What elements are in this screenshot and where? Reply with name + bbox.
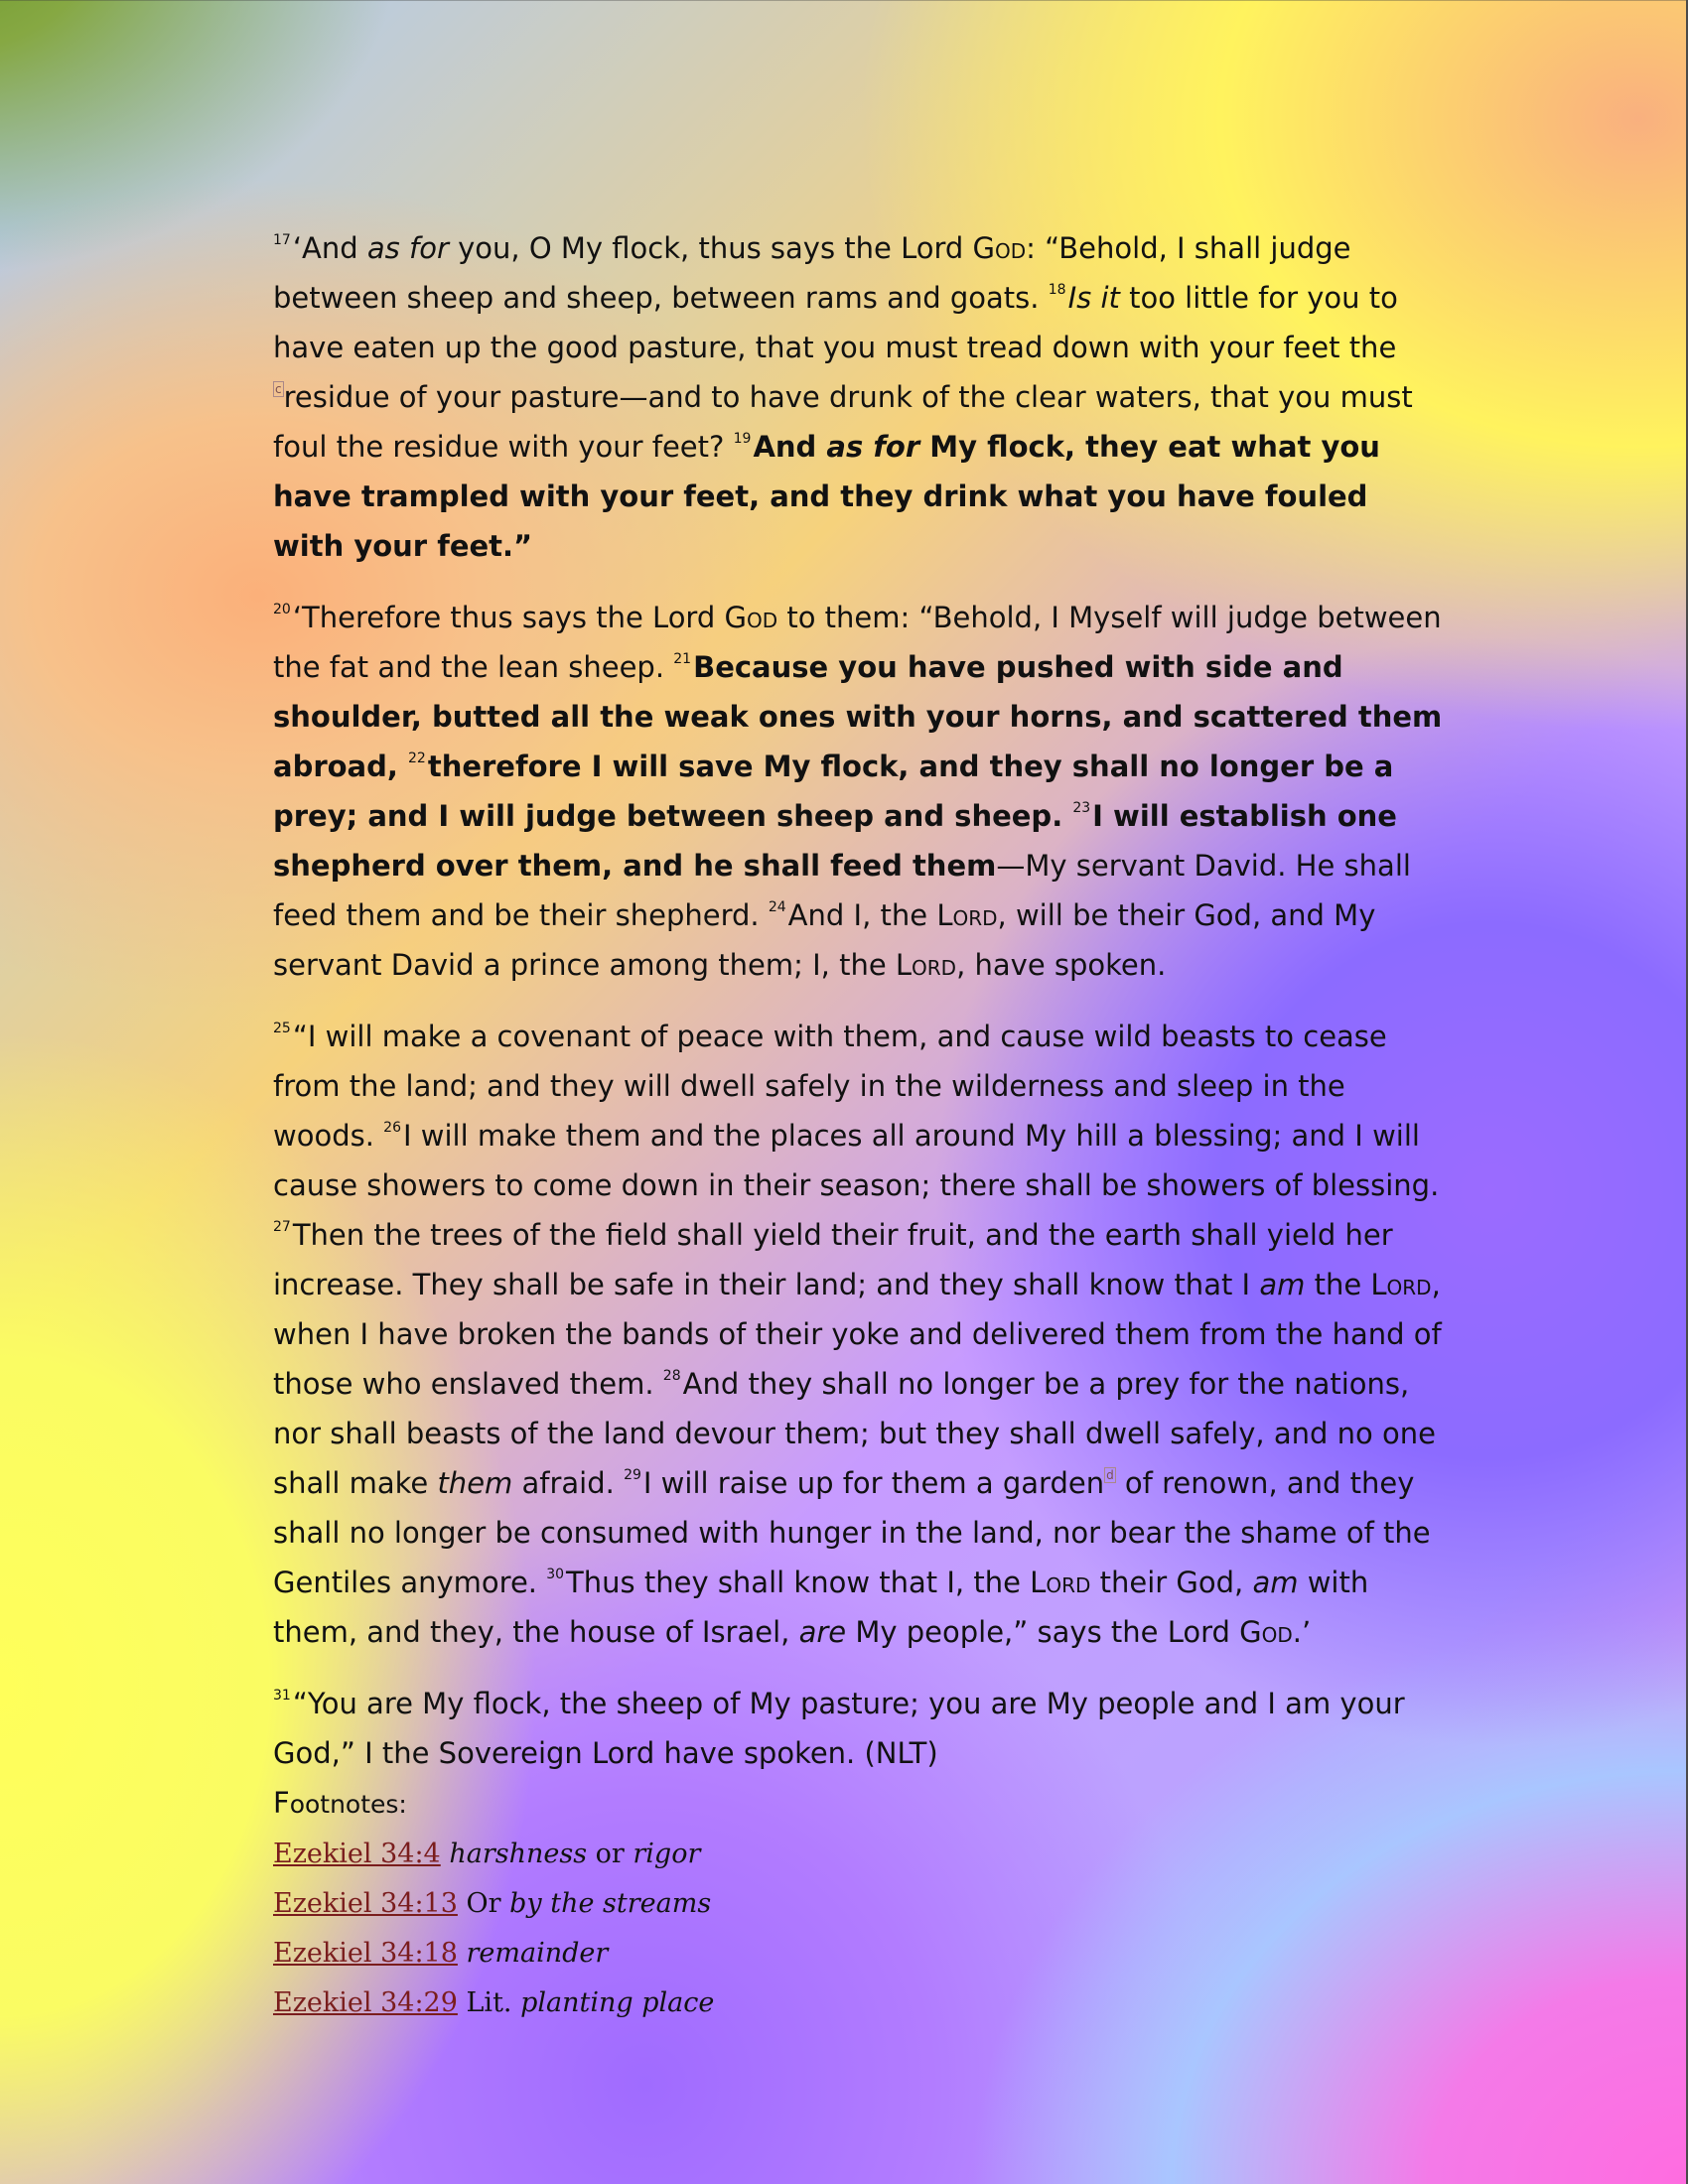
footnote-item [273, 1929, 1445, 1979]
footnote-reference-link[interactable]: Ezekiel 34:4 [273, 1839, 441, 1869]
verse-text-bold: And [753, 430, 827, 464]
verse-text: , when I have broken the bands of their yoke and delivered them from the hand of those who enslaved them. [273, 1268, 1442, 1401]
footnote-text: Or [457, 1888, 510, 1919]
footnote-text: or [587, 1839, 633, 1869]
verse-number: 17 [273, 232, 291, 248]
footnote-reference-link[interactable]: Ezekiel 34:13 [273, 1888, 458, 1919]
verse-text: afraid. [512, 1466, 625, 1500]
verse-text-bold-italic: as for [826, 430, 920, 464]
footnote-item [273, 1979, 1445, 2028]
verse-text: : “Behold, I shall judge between sheep and sheep, between rams and goats. [273, 231, 1351, 315]
small-caps-text: ord [1386, 1268, 1432, 1301]
footnote-marker-d[interactable]: d [1106, 1468, 1114, 1482]
small-caps-text: ord [1046, 1566, 1091, 1599]
verse-text: “I will make a covenant of peace with them, and cause wild beasts to cease from the land; and they will dwell safely in the wilderness and sleep in the woods. [273, 1020, 1387, 1153]
footnote-text: Lit. [457, 1987, 521, 2018]
verse-text: My people,” says the Lord G [846, 1615, 1262, 1649]
verse-text: Then the trees of the field shall yield their fruit, and the earth shall yield her increase. They shall be safe in their land; and they shall know that I [273, 1218, 1393, 1301]
verse-text-italic: them [437, 1466, 513, 1500]
verse-number: 26 [383, 1120, 401, 1136]
verse-text: —My servant David. He shall feed them and be their shepherd. [273, 849, 1411, 932]
footnote-text-italic: planting place [520, 1987, 715, 2018]
paragraph-verses-20-24 [273, 593, 1445, 990]
verse-text-bold: Because you have pushed with side and shoulder, butted all the weak ones with your horns, and scattered them abroad, [273, 650, 1443, 783]
paragraph-verses-25-30 [273, 1012, 1445, 1657]
verse-text-italic: am [1252, 1566, 1299, 1599]
verse-text-italic: Is it [1067, 281, 1120, 315]
footnote-text-italic: rigor [633, 1839, 701, 1869]
footnotes-heading-initial: F [273, 1786, 290, 1820]
verse-text-bold: therefore I will save My flock, and they shall no longer be a prey; and I will judge between sheep and sheep. [273, 750, 1394, 833]
footnote-marker-c[interactable]: c [275, 382, 282, 396]
verse-text-italic: am [1259, 1268, 1306, 1301]
paragraph-verse-31 [273, 1679, 1445, 1778]
footnote-text-italic: remainder [466, 1938, 609, 1969]
verse-number: 19 [733, 431, 752, 447]
small-caps-text: ord [912, 948, 957, 982]
small-caps-text: od [995, 231, 1027, 265]
verse-text: you, O My flock, thus says the Lord G [448, 231, 995, 265]
verse-text: with them, and they, the house of Israel, [273, 1566, 1369, 1649]
verse-text: And I, the L [787, 898, 953, 932]
footnotes-heading [273, 1778, 1445, 1830]
verse-text: And they shall no longer be a prey for the nations, nor shall beasts of the land devour them; but they shall dwell safely, and no one shall make [273, 1367, 1436, 1500]
footnote-reference-link[interactable]: Ezekiel 34:18 [273, 1938, 458, 1969]
verse-text: , will be their God, and My servant David a prince among them; I, the L [273, 898, 1376, 982]
small-caps-text: ord [952, 898, 998, 932]
verse-text: .’ [1292, 1615, 1312, 1649]
verse-number: 22 [408, 751, 426, 766]
verse-text: “You are My flock, the sheep of My pasture; you are My people and I am your God,” I the Sovereign Lord have spoken. (NLT) [273, 1687, 1405, 1770]
page-top-edge [0, 0, 1688, 1]
footnote-item [273, 1830, 1445, 1879]
footnote-item [273, 1879, 1445, 1929]
verse-number: 31 [273, 1688, 291, 1704]
small-caps-text: od [746, 601, 778, 634]
verse-text: residue of your pasture—and to have drunk of the clear waters, that you must foul the residue with your feet? [273, 380, 1413, 464]
document-page [273, 223, 1445, 2028]
verse-number: 27 [273, 1219, 291, 1235]
verse-number: 30 [546, 1567, 565, 1582]
footnote-text-italic: by the streams [509, 1888, 712, 1919]
verse-number: 21 [673, 651, 692, 667]
verse-text: their God, [1090, 1566, 1253, 1599]
verse-number: 24 [768, 899, 786, 915]
footnote-text-italic: harshness [449, 1839, 588, 1869]
verse-text-bold: I will establish one shepherd over them, and he shall feed them [273, 799, 1397, 883]
verse-text: , have spoken. [956, 948, 1167, 982]
footnotes-section [273, 1778, 1445, 2028]
verse-text: too little for you to have eaten up the good pasture, that you must tread down with your feet the [273, 281, 1398, 364]
verse-text: ‘And [292, 231, 367, 265]
verse-number: 28 [662, 1368, 681, 1384]
verse-text-italic: as for [366, 231, 449, 265]
verse-text: of renown, and they shall no longer be consumed with hunger in the land, nor bear the shame of the Gentiles anymore. [273, 1466, 1431, 1599]
verse-text: ‘Therefore thus says the Lord G [292, 601, 747, 634]
verse-number: 29 [624, 1467, 641, 1483]
verse-number: 20 [273, 602, 291, 617]
paragraph-verses-17-19 [273, 223, 1445, 571]
verse-text: the L [1305, 1268, 1387, 1301]
verse-text: to them: “Behold, I Myself will judge between the fat and the lean sheep. [273, 601, 1442, 684]
footnote-reference-link[interactable]: Ezekiel 34:29 [273, 1987, 458, 2018]
verse-text-bold: My flock, they eat what you have trampled with your feet, and they drink what you have fouled with your feet.” [273, 430, 1380, 563]
verse-text-italic: are [798, 1615, 847, 1649]
verse-number: 18 [1048, 282, 1066, 298]
footnotes-heading-rest: ootnotes: [289, 1790, 407, 1819]
verse-text: I will raise up for them a garden [642, 1466, 1105, 1500]
verse-number: 23 [1072, 800, 1091, 816]
verse-text: Thus they shall know that I, the L [566, 1566, 1047, 1599]
verse-text: I will make them and the places all around My hill a blessing; and I will cause showers to come down in their season; there shall be showers of blessing. [273, 1119, 1440, 1202]
verse-number: 25 [273, 1021, 291, 1036]
small-caps-text: od [1261, 1615, 1293, 1649]
